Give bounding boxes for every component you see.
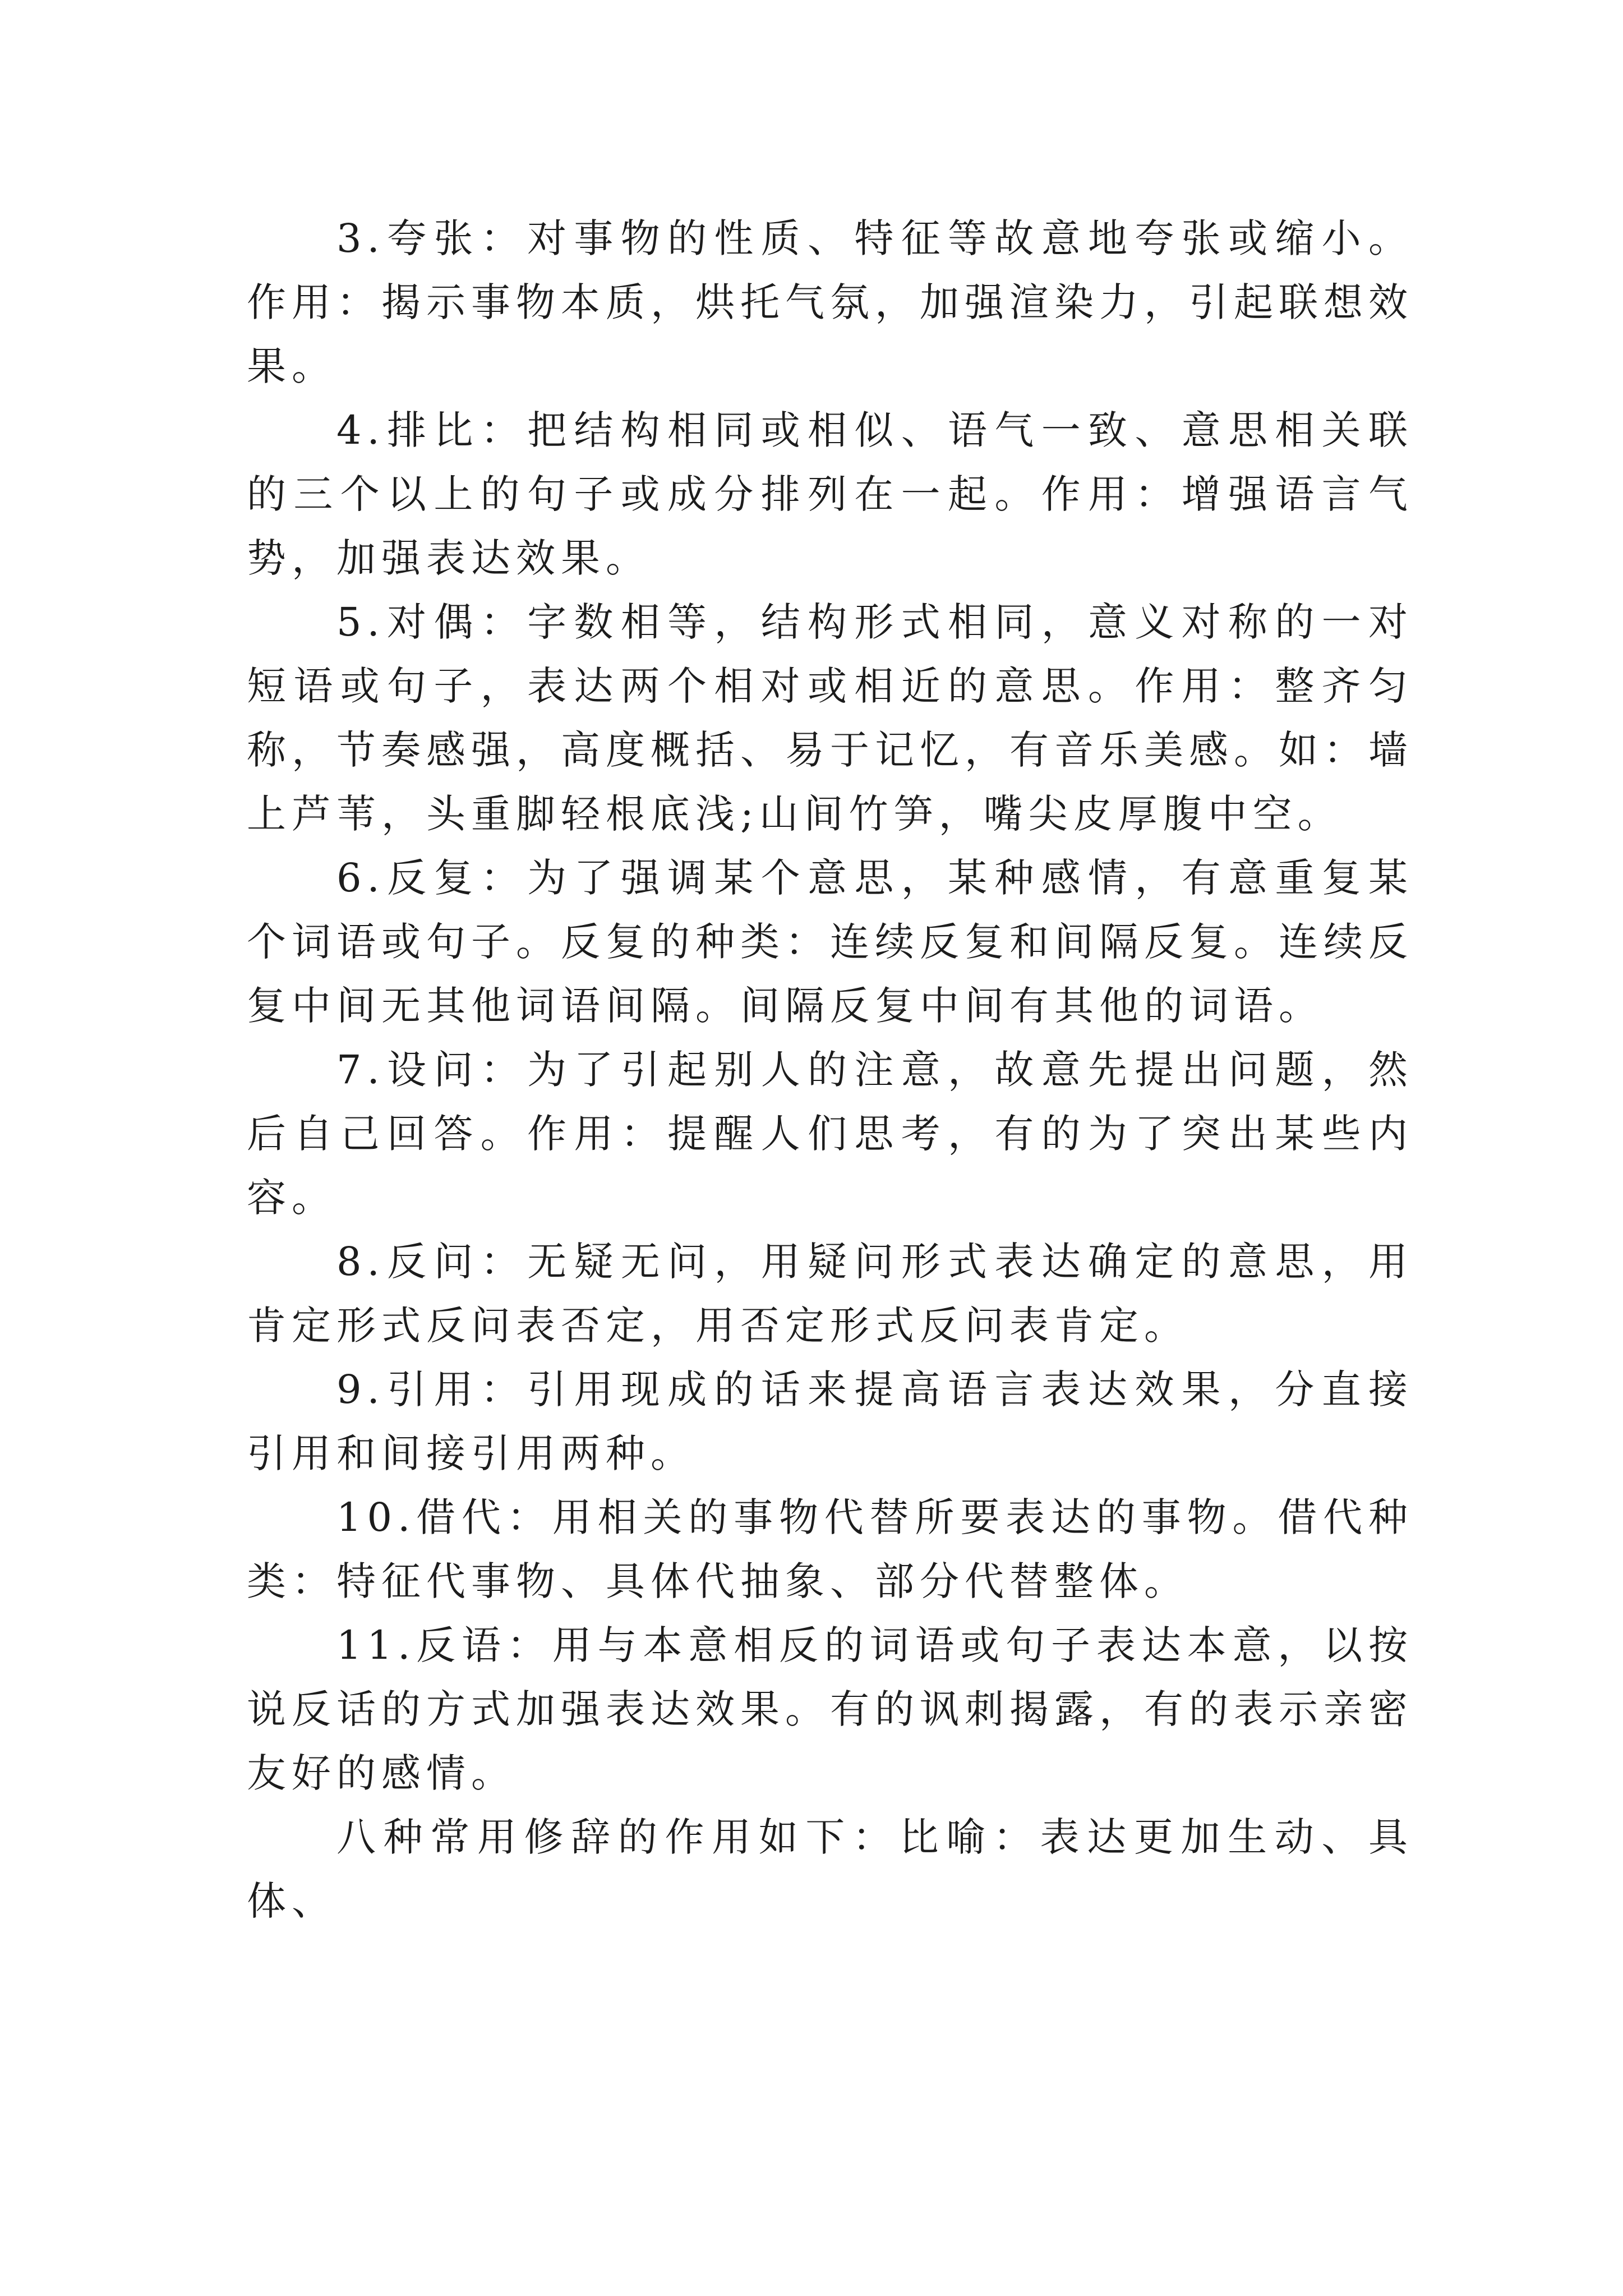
paragraph-parallelism: 4.排比：把结构相同或相似、语气一致、意思相关联的三个以上的句子或成分排列在一起。作用：增强语言气势，加强表达效果。 bbox=[247, 407, 1413, 581]
paragraph-rhetorical-question-answered: 7.设问：为了引起别人的注意，故意先提出问题，然后自己回答。作用：提醒人们思考，有的为了突出某些内容。 bbox=[247, 1047, 1413, 1221]
paragraph-summary-intro: 八种常用修辞的作用如下：比喻：表达更加生动、具体、 bbox=[247, 1814, 1413, 1924]
paragraph-antithesis: 5.对偶：字数相等，结构形式相同，意义对称的一对短语或句子，表达两个相对或相近的意思。作用：整齐匀称，节奏感强，高度概括、易于记忆，有音乐美感。如：墙上芦苇，头重脚轻根底浅;山间竹笋，嘴尖皮厚腹中空。 bbox=[247, 599, 1413, 837]
paragraph-metonymy: 10.借代：用相关的事物代替所要表达的事物。借代种类：特征代事物、具体代抽象、部分代替整体。 bbox=[247, 1494, 1413, 1604]
paragraph-rhetorical-question: 8.反问：无疑无问，用疑问形式表达确定的意思，用肯定形式反问表否定，用否定形式反问表肯定。 bbox=[247, 1239, 1413, 1349]
paragraph-irony: 11.反语：用与本意相反的词语或句子表达本意，以按说反话的方式加强表达效果。有的讽刺揭露，有的表示亲密友好的感情。 bbox=[247, 1622, 1413, 1796]
document-body bbox=[247, 206, 1413, 1933]
paragraph-quotation: 9.引用：引用现成的话来提高语言表达效果，分直接引用和间接引用两种。 bbox=[247, 1366, 1413, 1476]
paragraph-hyperbole: 3.夸张：对事物的性质、特征等故意地夸张或缩小。作用：揭示事物本质，烘托气氛，加强渲染力，引起联想效果。 bbox=[247, 215, 1413, 389]
paragraph-repetition: 6.反复：为了强调某个意思，某种感情，有意重复某个词语或句子。反复的种类：连续反复和间隔反复。连续反复中间无其他词语间隔。间隔反复中间有其他的词语。 bbox=[247, 855, 1413, 1029]
